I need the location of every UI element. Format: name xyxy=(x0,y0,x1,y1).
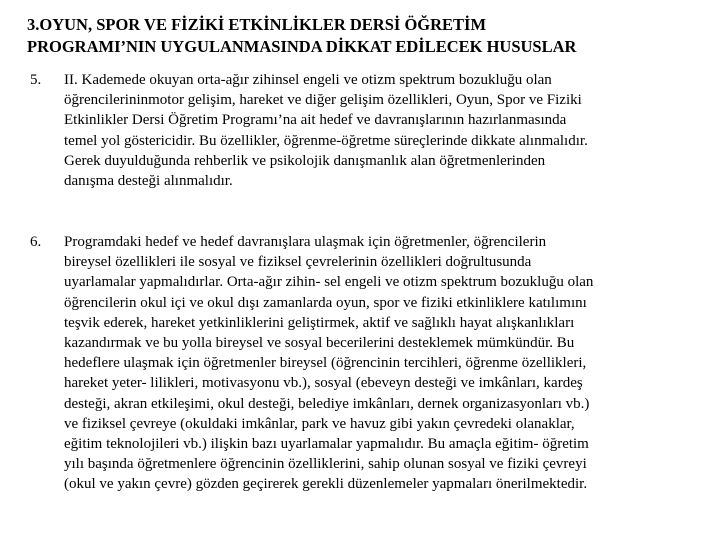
page-title xyxy=(27,14,717,58)
text-line: Programdaki hedef ve hedef davranışlara ulaşmak için öğretmenler, öğrencilerin xyxy=(64,234,547,250)
item-text xyxy=(64,232,714,495)
text-line: hedeflere ulaşmak için öğretmenler bireysel (öğrencinin tercihleri, öğrenme özellikleri, xyxy=(64,355,587,372)
title-line-2: PROGRAMI’NIN UYGULANMASINDA DİKKAT EDİLECEK HUSUSLAR xyxy=(27,37,577,56)
text-line: Etkinlikler Dersi Öğretim Programı’na ait hedef ve davranışlarının hazırlanmasında xyxy=(64,112,567,129)
text-line: eğitim teknolojileri vb.) ilişkin bazı uyarlamalar yapmalıdır. Bu amaçla eğitim- öğretim xyxy=(64,436,589,453)
text-line: uyarlamalar yapmalıdırlar. Orta-ağır zihin- sel engeli ve otizm spektrum bozukluğu olan xyxy=(64,274,594,291)
text-line: ve fiziksel çevreye (okuldaki imkânlar, park ve havuz gibi yakın çevredeki olanaklar, xyxy=(64,415,575,432)
item-number: 5. xyxy=(30,72,42,88)
text-line: teşvik ederek, hareket yetkinliklerini geliştirmek, aktif ve sağlıklı hayat alışkanlıkları xyxy=(64,314,575,331)
text-line: öğrencilerin okul içi ve okul dışı zamanlarda oyun, spor ve fiziki etkinliklere katılımını xyxy=(64,294,587,311)
text-line: öğrencilerininmotor gelişim, hareket ve diğer gelişim özellikleri, Oyun, Spor ve Fiziki xyxy=(64,92,582,109)
title-line-1: 3.OYUN, SPOR VE FİZİKİ ETKİNLİKLER DERSİ ÖĞRETİM xyxy=(27,15,487,34)
item-text xyxy=(64,70,714,191)
text-line: danışma desteği alınmalıdır. xyxy=(64,173,233,190)
text-line: desteği, akran etkileşimi, okul desteği, belediye imkânları, dernek organizasyonları vb.) xyxy=(64,395,590,412)
text-line: kazandırmak ve bu yolla bireysel ve sosyal becerilerini desteklemek mümkündür. Bu xyxy=(64,335,575,352)
text-line: hareket yeter- lilikleri, motivasyonu vb.), sosyal (ebeveyn desteği ve imkânları, kardeş xyxy=(64,375,583,392)
item-number: 6. xyxy=(30,234,42,250)
text-line: temel yol göstericidir. Bu özellikler, öğrenme-öğretme süreçlerinde dikkate alınmalıdır. xyxy=(64,132,588,149)
text-line: yılı başında öğretmenlere öğrencinin özelliklerini, sahip olunan sosyal ve fiziki çevreyi xyxy=(64,456,587,473)
text-line: II. Kademede okuyan orta-ağır zihinsel engeli ve otizm spektrum bozukluğu olan xyxy=(64,72,552,88)
text-line: (okul ve yakın çevre) gözden geçirerek gerekli düzenlemeler yapmaları önerilmektedir. xyxy=(64,476,588,493)
text-line: bireysel özellikleri ile sosyal ve fiziksel çevrelerinin özellikleri doğrultusunda xyxy=(64,254,532,271)
text-line: Gerek duyulduğunda rehberlik ve psikolojik danışmanlık alan öğretmenlerinden xyxy=(64,152,546,169)
